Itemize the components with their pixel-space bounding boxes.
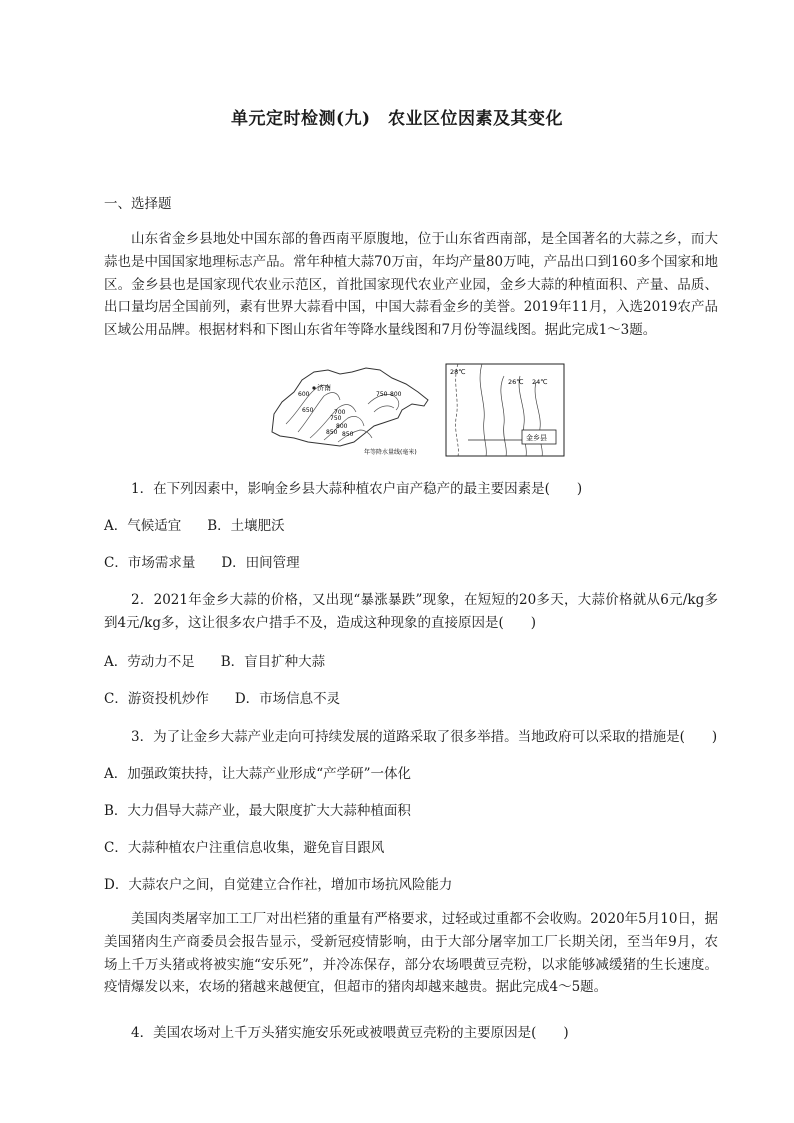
option-d[interactable]: D．大蒜农户之间，自觉建立合作社，增加市场抗风险能力 (104, 877, 453, 893)
isoline-label: 800 (336, 423, 348, 430)
question-2-options-row (104, 652, 325, 672)
isoline-label: 750 (330, 415, 342, 422)
option-a[interactable]: A．劳动力不足 (104, 654, 195, 670)
option-c[interactable]: C．市场需求量 (104, 555, 196, 571)
isoline-label: 750 (376, 391, 388, 398)
option-b[interactable]: B．土壤肥沃 (207, 518, 285, 534)
passage-1: 山东省金乡县地处中国东部的鲁西南平原腹地，位于山东省西南部，是全国著名的大蒜之乡，而大蒜也是中国国家地理标志产品。常年种植大蒜70万亩，年均产量80万吨，产品出口到160多个国家和地区。金乡县也是国家现代农业示范区，首批国家现代农业产业园，金乡大蒜的种植面积、产量、品质、出口量均居全国前列，素有世界大蒜看中国，中国大蒜看金乡的美誉。2019年11月，入选2019农产品区域公用品牌。根据材料和下图山东省年等降水量线图和7月份等温线图。据此完成1～3题。 (104, 231, 718, 339)
maps-figure (268, 362, 568, 458)
option-c[interactable]: C．游资投机炒作 (104, 691, 209, 707)
isotherm-label: 26℃ (508, 378, 524, 386)
question-1-options-row (104, 553, 300, 573)
question-2: 2．2021年金乡大蒜的价格，又出现“暴涨暴跌”现象，在短短的20多天，大蒜价格就从6元/kg多到4元/kg多，这让很多农户措手不及，造成这种现象的直接原因是( ) (104, 592, 718, 631)
option-d[interactable]: D．田间管理 (221, 555, 300, 571)
isoline-label: 600 (298, 391, 310, 398)
isoline-label: 700 (334, 409, 346, 416)
question-4: 4．美国农场对上千万头猪实施安乐死或被喂黄豆壳粉的主要原因是( ) (131, 1025, 569, 1041)
option-a[interactable]: A．加强政策扶持，让大蒜产业形成“产学研”一体化 (104, 766, 412, 782)
option-d[interactable]: D．市场信息不灵 (234, 691, 341, 707)
option-c[interactable]: C．大蒜种植农户注重信息收集，避免盲目跟风 (104, 840, 385, 856)
precipitation-map (272, 368, 428, 456)
maps-svg (268, 362, 568, 458)
precipitation-caption: 年等降水量线(毫米) (364, 449, 417, 456)
question-2-options-row (104, 689, 340, 709)
page-title: 单元定时检测(九) 农业区位因素及其变化 (230, 109, 564, 129)
isoline-label: 650 (302, 407, 314, 414)
question-1: 1．在下列因素中，影响金乡县大蒜种植农户亩产稳产的最主要因素是( ) (131, 481, 583, 497)
isotherm-label: 28℃ (450, 368, 466, 376)
isoline-label: 850 (326, 429, 338, 436)
section-heading: 一、选择题 (104, 196, 172, 212)
isoline-label: 850 (342, 431, 354, 438)
question-3: 3．为了让金乡大蒜产业走向可持续发展的道路采取了很多举措。当地政府可以采取的措施是( ) (131, 729, 718, 745)
question-1-options-row (104, 516, 285, 536)
county-label: 金乡县 (526, 434, 547, 442)
passage-2: 美国肉类屠宰加工工厂对出栏猪的重量有严格要求，过轻或过重都不会收购。2020年5月10日，据美国猪肉生产商委员会报告显示，受新冠疫情影响，由于大部分屠宰加工厂长期关闭，至当年9月，农场上千万头猪或将被实施“安乐死”，并冷冻保存，部分农场喂黄豆壳粉，以求能够减缓猪的生长速度。疫情爆发以来，农场的猪越来越便宜，但超市的猪肉却越来越贵。据此完成4～5题。 (104, 911, 718, 996)
isotherm-map (446, 364, 564, 456)
isotherm-label: 24℃ (532, 378, 548, 386)
isoline-label: 800 (390, 391, 402, 398)
option-b[interactable]: B．大力倡导大蒜产业，最大限度扩大大蒜种植面积 (104, 803, 411, 819)
city-label: 济南 (317, 384, 331, 392)
option-b[interactable]: B．盲目扩种大蒜 (220, 654, 326, 670)
option-a[interactable]: A．气候适宜 (104, 518, 182, 534)
